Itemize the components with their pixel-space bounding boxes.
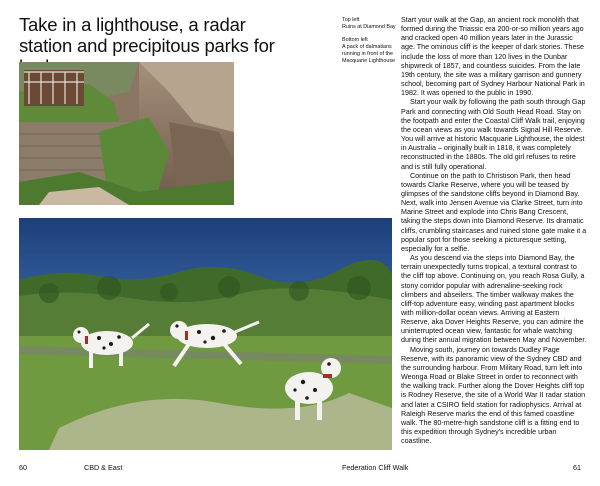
caption-top-left: [342, 17, 396, 31]
caption-position: Top left: [342, 17, 360, 23]
section-name: CBD & East: [84, 463, 123, 472]
photo-dalmatians-lighthouse: [19, 218, 392, 450]
ruins-illustration: [19, 62, 234, 205]
left-page-number: 60: [19, 463, 27, 472]
body-paragraph: As you descend via the steps into Diamond Bay, the terrain unexpectedly turns tropical, a textural contrast to the cliff top above. Continuing on, you reach Rosa Gully, a stony corridor popular with adrenaline-seeking rock climbers and abseilers. The timber walkway makes the cliff-top adventure easy, winding past apartment blocks with million-dollar ocean views. Arriving at Eastern Reserve, aka Dover Heights Reserve, you can admire the uninterrupted ocean view, fantastic for whale watching during their annual migration between May and November.: [401, 254, 587, 345]
caption-text: Ruins at Diamond Bay: [342, 24, 396, 30]
caption-position: Bottom left: [342, 37, 368, 43]
caption-text: A pack of dalmatians running in front of the Macquarie Lighthouse: [342, 44, 396, 64]
caption-bottom-left: [342, 37, 396, 65]
body-paragraph: Continue on the path to Christison Park, then head towards Clarke Reserve, where you will be teased by glimpses of the sandstone cliffs beyond in Diamond Bay. Next, walk into Jensen Avenue via Clarke Street, turn into Marine Street and explode into Chris Bang Crescent, taking the steps down into Diamond Reserve. Its dramatic cliffs, crumbling staircases and ruined stone gate make it a popular spot for those seeking a picturesque setting, especially for a selfie.: [401, 171, 587, 253]
photo-captions: [342, 17, 396, 71]
body-paragraph: Start your walk by following the path south through Gap Park and connecting with Old South Head Road. Stay on the footpath and enter the Coastal Cliff Walk trail, enjoying the ocean views as you walk towards Signal Hill Reserve. You will arrive at historic Macquarie Lighthouse, the oldest in Australia – originally built in 1818, it was completely reconstructed in the 1880s. The old girl refuses to retire and is still fully operational.: [401, 98, 586, 171]
photo-ruins-diamond-bay: [19, 62, 234, 205]
body-paragraph: Moving south, journey on towards Dudley Page Reserve, with its panoramic view of the Sydney CBD and the surrounding harbour. From Military Road, turn left into Weonga Road or Blake Street in order to reconnect with the walking track. Further along the Dover Heights cliff top is Rodney Reserve, the site of a World War II radar station and later a CSIRO field station for radiophysics. Arrival at Raleigh Reserve marks the end of this famed coastline walk. The 80-metre-high sandstone cliff is a fitting end to this expedition through Sydney's incredible urban coastline.: [401, 345, 586, 446]
body-paragraph: Start your walk at the Gap, an ancient rock monolith that formed during the Triassic era 200-or-so million years ago and cracked open 40 million years later in the Jurassic age. The ominous cliff is the keeper of dark stories. These include the loss of more than 120 lives in the Dunbar shipwreck of 1857, and countless suicides. From the late 19th century, the site was a military garrison and gunnery school, becoming part of Sydney Harbour National Park in 1982. It was opened to the public in 1990.: [401, 16, 585, 98]
right-page-number: 61: [573, 463, 581, 472]
chapter-title: Federation Cliff Walk: [342, 463, 409, 472]
article-body: [401, 16, 587, 446]
page-headline: Take in a lighthouse, a radar station and precipitous parks for: [19, 14, 275, 56]
dalmatians-illustration: [19, 218, 392, 450]
